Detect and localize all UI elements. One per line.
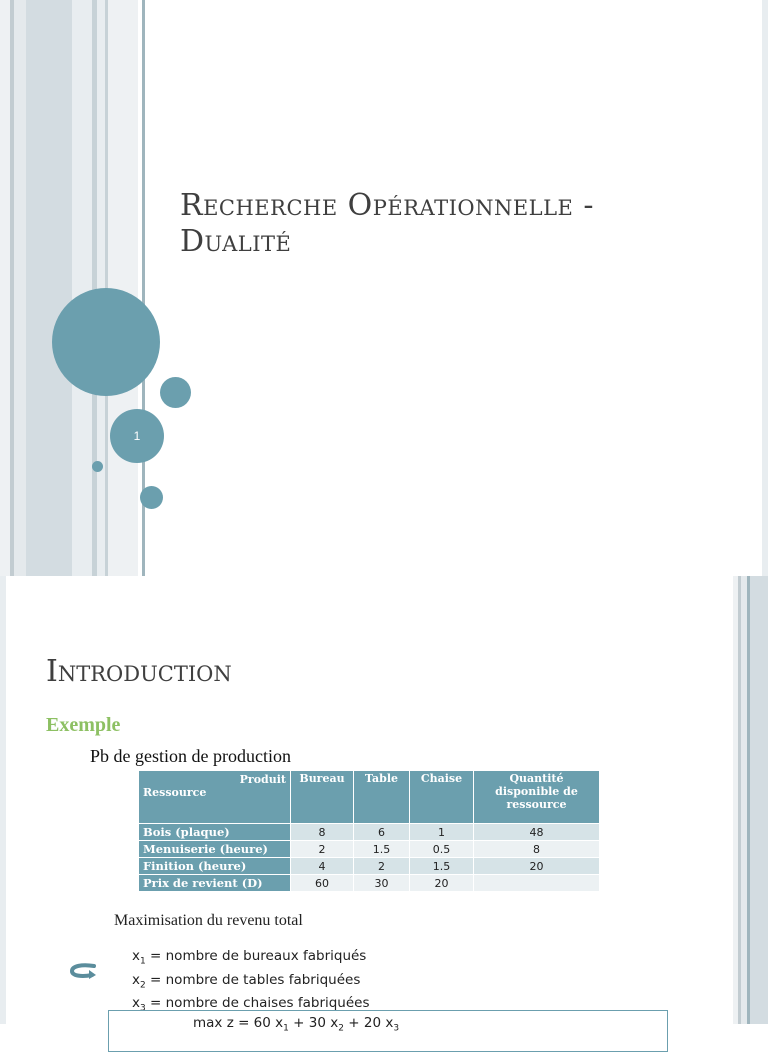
- table-row: [139, 858, 600, 875]
- column-header: Chaise: [410, 771, 474, 824]
- variable-line: [132, 971, 370, 995]
- table-header-row: [139, 771, 600, 824]
- table-cell: 60: [291, 875, 354, 892]
- table-cell: 0.5: [410, 841, 474, 858]
- column-header: Bureau: [291, 771, 354, 824]
- decor-stripe: [26, 0, 72, 576]
- column-header: Table: [354, 771, 410, 824]
- eq-index: 3: [393, 1023, 400, 1034]
- table-cell: 8: [291, 824, 354, 841]
- decor-stripe: [750, 576, 768, 1024]
- var-symbol: x: [132, 971, 140, 988]
- title-line-2: Dualité: [180, 224, 292, 259]
- table-cell: 48: [474, 824, 600, 841]
- table-cell: 4: [291, 858, 354, 875]
- decor-stripe: [762, 0, 768, 576]
- var-text: = nombre de tables fabriquées: [145, 971, 361, 988]
- table-cell: 20: [410, 875, 474, 892]
- eq-term: + 20 x: [343, 1015, 394, 1031]
- title-line-1: Recherche Opérationnelle -: [180, 188, 595, 223]
- corner-label-resource: Ressource: [143, 786, 207, 799]
- row-label: Finition (heure): [139, 858, 291, 875]
- table-cell: 2: [354, 858, 410, 875]
- decor-stripe: [0, 576, 6, 1024]
- table-row: [139, 824, 600, 841]
- table-cell: 1.5: [410, 858, 474, 875]
- column-header: Quantité disponible de ressource: [474, 771, 600, 824]
- var-symbol: x: [132, 948, 140, 964]
- table-corner-cell: [139, 771, 291, 824]
- variable-definitions: [132, 947, 370, 1018]
- table-cell: 1: [410, 824, 474, 841]
- table-cell: 2: [291, 841, 354, 858]
- objective-equation: [193, 1015, 399, 1034]
- problem-statement: Pb de gestion de production: [90, 746, 291, 766]
- var-text: = nombre de chaises fabriquées: [145, 995, 370, 1012]
- objective-equation-box: [108, 1010, 668, 1052]
- var-symbol: x: [132, 995, 140, 1012]
- slide-heading: Introduction: [46, 654, 232, 689]
- var-index: 2: [140, 980, 146, 991]
- slide-number-badge: [110, 409, 164, 463]
- decor-circle: [140, 486, 163, 509]
- row-label: Menuiserie (heure): [139, 841, 291, 858]
- table-cell: 6: [354, 824, 410, 841]
- table-cell: 30: [354, 875, 410, 892]
- decor-circle-large: [52, 288, 160, 396]
- slide-number: 1: [133, 429, 141, 443]
- example-heading: Exemple: [46, 714, 121, 736]
- var-index: 3: [140, 1004, 146, 1015]
- decor-circle-small: [92, 461, 103, 472]
- resource-table: [138, 770, 600, 892]
- row-label: Bois (plaque): [139, 824, 291, 841]
- var-text: = nombre de bureaux fabriqués: [145, 948, 367, 964]
- eq-term: max z = 60 x: [193, 1015, 284, 1031]
- table-cell: 1.5: [354, 841, 410, 858]
- eq-index: 2: [338, 1023, 344, 1034]
- eq-index: 1: [283, 1023, 289, 1034]
- objective-text: Maximisation du revenu total: [114, 912, 303, 929]
- var-index: 1: [140, 956, 146, 967]
- decor-stripe: [14, 0, 26, 576]
- decor-circle: [160, 377, 191, 408]
- decor-stripe: [0, 0, 10, 576]
- table-cell: [474, 875, 600, 892]
- slide-title: [180, 188, 594, 260]
- introduction-slide: [0, 576, 768, 1034]
- curved-arrow-icon: [68, 962, 100, 982]
- corner-label-product: Produit: [239, 773, 286, 786]
- table-cell: 20: [474, 858, 600, 875]
- eq-term: + 30 x: [288, 1015, 339, 1031]
- table-row: [139, 841, 600, 858]
- decor-stripe: [72, 0, 92, 576]
- row-label: Prix de revient (D): [139, 875, 291, 892]
- variable-line: [132, 947, 370, 971]
- table-row: [139, 875, 600, 892]
- table-cell: 8: [474, 841, 600, 858]
